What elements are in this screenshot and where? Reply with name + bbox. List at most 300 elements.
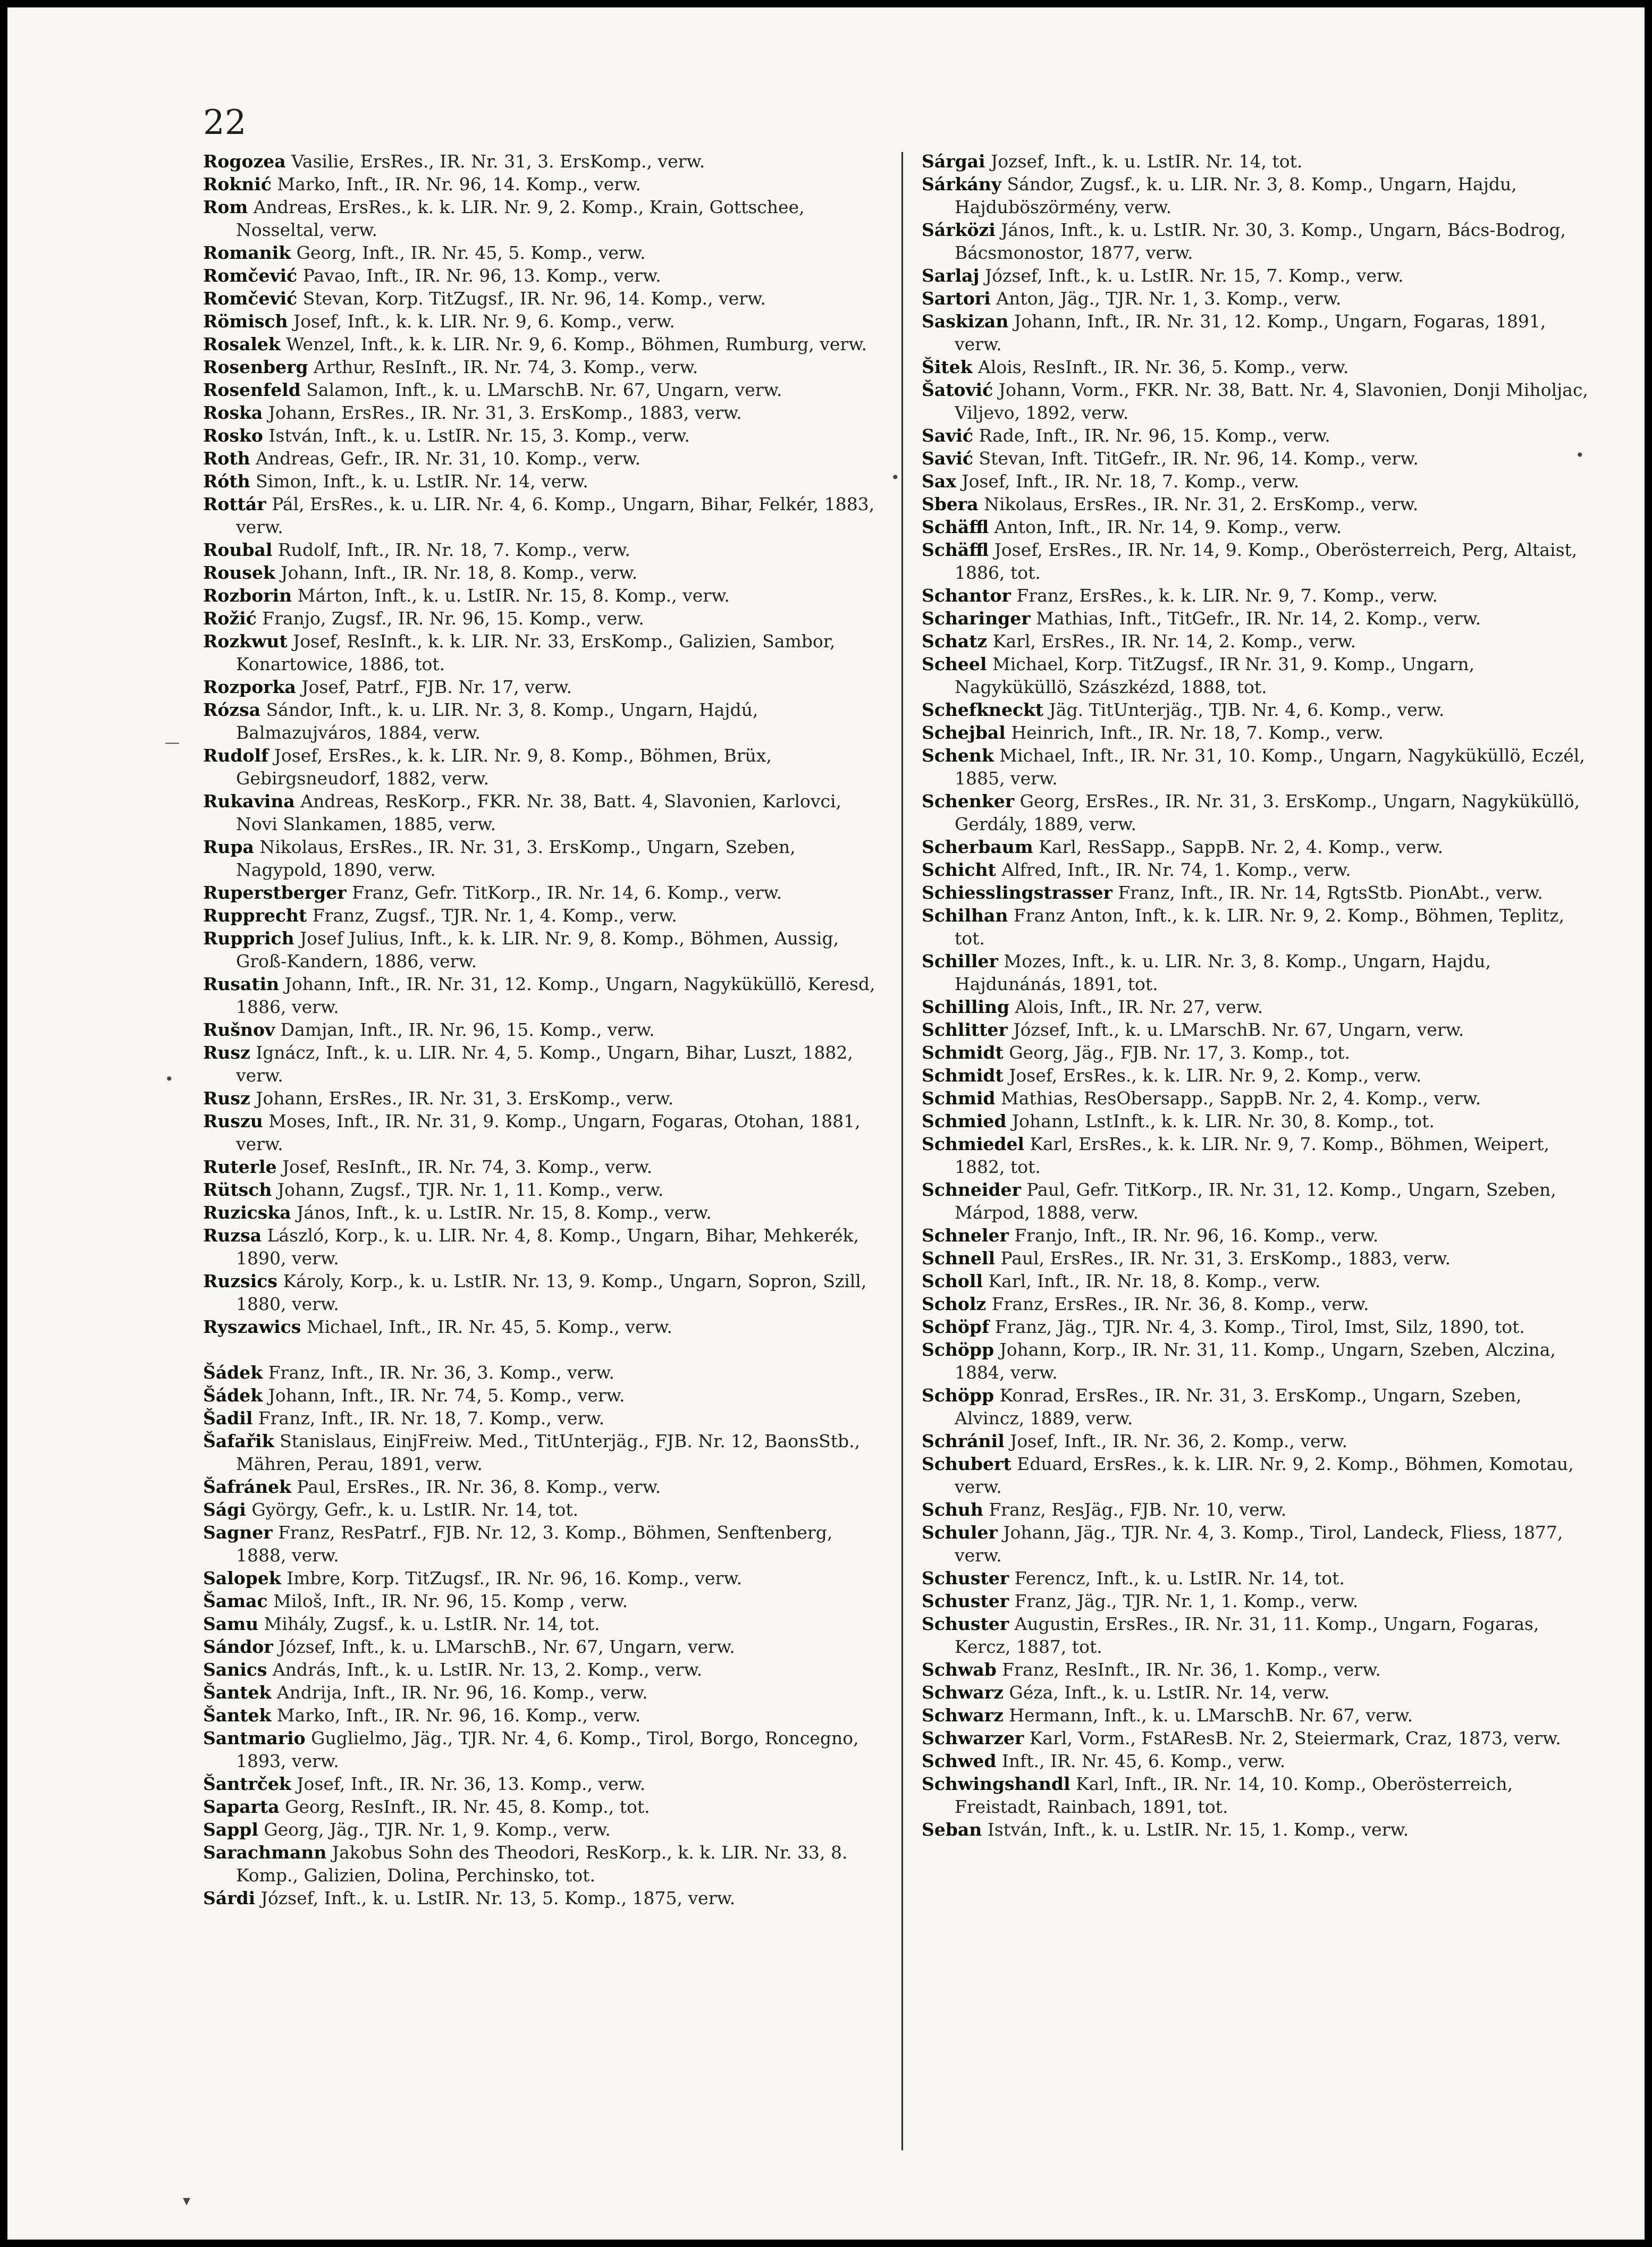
register-entry [203,561,878,584]
entry-details: Stevan, Inft. TitGefr., IR. Nr. 96, 14. Komp., verw. [973,448,1419,469]
register-entry [922,607,1597,630]
entry-details: Sándor, Inft., k. u. LIR. Nr. 3, 8. Komp., Ungarn, Hajdú, Balmazujváros, 1884, verw. [236,699,758,743]
entry-details: Josef, Inft., IR. Nr. 18, 7. Komp., verw. [956,471,1300,492]
entry-details: Georg, Jäg., TJR. Nr. 1, 9. Komp., verw. [258,1819,611,1840]
entry-surname: Schatz [922,631,988,652]
entry-surname: Schefkneckt [922,699,1044,720]
print-mark-icon: • [891,469,900,486]
entry-details: Simon, Inft., k. u. LstIR. Nr. 14, verw. [250,471,588,492]
entry-details: Inft., IR. Nr. 45, 6. Komp., verw. [996,1751,1286,1771]
entry-details: Alfred, Inft., IR. Nr. 74, 1. Komp., verw. [996,859,1351,880]
entry-surname: Sartori [922,288,991,309]
entry-surname: Rušnov [203,1019,275,1040]
entry-surname: Schubert [922,1454,1012,1474]
entry-details: Géza, Inft., k. u. LstIR. Nr. 14, verw. [1003,1682,1330,1703]
entry-details: Ignácz, Inft., k. u. LIR. Nr. 4, 5. Komp., Ungarn, Bihar, Luszt, 1882, verw. [236,1042,853,1086]
entry-details: Andreas, ErsRes., k. k. LIR. Nr. 9, 2. Komp., Krain, Gottschee, Nosseltal, verw. [236,197,805,240]
entry-surname: Rusatin [203,974,280,994]
entry-surname: Róth [203,471,250,492]
entry-details: Stanislaus, EinjFreiw. Med., TitUnterjäg., FJB. Nr. 12, BaonsStb., Mähren, Perau, 1891, verw. [236,1431,861,1474]
register-entry [922,1590,1597,1612]
register-entry [203,1041,878,1087]
entry-surname: Rozkwut [203,631,288,652]
entry-details: Marko, Inft., IR. Nr. 96, 16. Komp., verw. [271,1705,641,1726]
register-entry [922,1521,1597,1567]
entry-surname: Šadil [203,1408,253,1429]
entry-surname: Roska [203,402,263,423]
register-entry [922,1247,1597,1270]
register-entry [203,310,878,333]
entry-surname: Sappl [203,1819,258,1840]
entry-details: Franz Anton, Inft., k. k. LIR. Nr. 9, 2. Komp., Böhmen, Teplitz, tot. [955,905,1564,949]
entry-details: János, Inft., k. u. LstIR. Nr. 15, 8. Komp., verw. [291,1202,712,1223]
entry-surname: Sax [922,471,956,492]
register-entry [922,1681,1597,1704]
register-entry [922,287,1597,310]
register-entry [203,333,878,356]
entry-details: Josef, ErsRes., IR. Nr. 14, 9. Komp., Oberösterreich, Perg, Altaist, 1886, tot. [955,539,1578,583]
column-divider [901,152,903,2150]
entry-surname: Seban [922,1819,982,1840]
entry-details: Andreas, Gefr., IR. Nr. 31, 10. Komp., verw. [250,448,641,469]
register-entry [203,401,878,424]
entry-surname: Rosko [203,425,263,446]
print-mark-icon: — [165,733,180,751]
register-entry [203,835,878,881]
entry-surname: Schilhan [922,905,1008,926]
entry-surname: Schwab [922,1659,997,1680]
register-entry [922,1110,1597,1133]
register-entry [203,1224,878,1270]
register-entry [922,493,1597,516]
register-entry [203,790,878,835]
register-entry [203,1612,878,1635]
register-entry [203,881,878,904]
register-entry [203,1658,878,1681]
entry-details: Josef, Inft., IR. Nr. 36, 2. Komp., verw. [1004,1431,1348,1451]
register-entry [922,1498,1597,1521]
register-entry [922,264,1597,287]
entry-details: Franz, ResPatrf., FJB. Nr. 12, 3. Komp., Böhmen, Senftenberg, 1888, verw. [236,1522,833,1566]
entry-details: Michael, Inft., IR. Nr. 45, 5. Komp., verw. [301,1316,672,1337]
register-entry [922,1338,1597,1384]
entry-details: Karl, Vorm., FstAResB. Nr. 2, Steiermark, Craz, 1873, verw. [1024,1728,1561,1748]
entry-surname: Sándor [203,1636,273,1657]
entry-surname: Rosalek [203,334,281,354]
entry-surname: Schnell [922,1248,995,1269]
entry-details: Jozsef, Inft., k. u. LstIR. Nr. 14, tot. [985,151,1303,172]
register-entry [203,1704,878,1727]
register-entry [203,287,878,310]
entry-details: Franjo, Inft., IR. Nr. 96, 16. Komp., verw. [1008,1225,1379,1246]
register-entry [922,950,1597,995]
entry-details: István, Inft., k. u. LstIR. Nr. 15, 1. Komp., verw. [982,1819,1409,1840]
register-entry [203,607,878,630]
entry-surname: Rozporka [203,677,296,697]
entry-details: Johann, Korp., IR. Nr. 31, 11. Komp., Ungarn, Szeben, Alczina, 1884, verw. [955,1339,1556,1383]
entry-surname: Schäffl [922,517,989,537]
entry-details: Imbre, Korp. TitZugsf., IR. Nr. 96, 16. Komp., verw. [281,1568,743,1589]
register-entry [203,1475,878,1498]
entry-details: Johann, Zugsf., TJR. Nr. 1, 11. Komp., verw. [272,1179,664,1200]
entry-surname: Savić [922,425,974,446]
entry-surname: Römisch [203,311,288,332]
entry-details: Franz, Jäg., TJR. Nr. 1, 1. Komp., verw. [1009,1591,1359,1611]
register-entry [203,1270,878,1315]
register-entry [922,1270,1597,1293]
page-number: 22 [203,103,247,142]
register-entry [922,698,1597,721]
entry-details: Johann, Vorm., FKR. Nr. 38, Batt. Nr. 4, Slavonien, Donji Miholjac, Viljevo, 1892, verw. [955,379,1588,423]
entry-surname: Šitek [922,357,973,377]
entry-details: Anton, Inft., IR. Nr. 14, 9. Komp., verw. [989,517,1342,537]
register-entry [922,1293,1597,1315]
entry-details: Franz, Jäg., TJR. Nr. 4, 3. Komp., Tirol, Imst, Silz, 1890, tot. [989,1316,1525,1337]
entry-details: Franz, ResInft., IR. Nr. 36, 1. Komp., verw. [996,1659,1381,1680]
register-entry [203,584,878,607]
entry-details: Josef, Inft., IR. Nr. 36, 13. Komp., verw. [291,1773,646,1794]
entry-surname: Ruzsics [203,1271,277,1291]
register-entry [203,1178,878,1201]
entry-surname: Schwed [922,1751,997,1771]
register-entry [922,173,1597,218]
register-entry [203,630,878,675]
entry-surname: Šafařik [203,1431,274,1451]
entry-surname: Schlitter [922,1019,1008,1040]
entry-surname: Schneler [922,1225,1009,1246]
entry-details: Márton, Inft., k. u. LstIR. Nr. 15, 8. Komp., verw. [292,585,730,606]
entry-details: Franz, Inft., IR. Nr. 36, 3. Komp., verw. [263,1362,614,1383]
entry-surname: Schiller [922,951,998,972]
register-entry [922,1567,1597,1590]
entry-details: Georg, ErsRes., IR. Nr. 31, 3. ErsKomp., Ungarn, Nagyküküllö, Gerdály, 1889, verw. [955,791,1580,834]
entry-surname: Schwarz [922,1682,1004,1703]
entry-details: Paul, ErsRes., IR. Nr. 36, 8. Komp., verw. [291,1476,661,1497]
entry-surname: Schöpf [922,1316,990,1337]
register-entry [203,1772,878,1795]
register-entry [203,1567,878,1590]
entry-details: Josef, ResInft., IR. Nr. 74, 3. Komp., verw. [276,1156,653,1177]
register-entry [922,447,1597,470]
entry-surname: Schantor [922,585,1011,606]
entry-surname: Sárkány [922,174,1002,195]
entry-surname: Sagner [203,1522,273,1543]
register-entry [203,1110,878,1155]
entry-details: Mozes, Inft., k. u. LIR. Nr. 3, 8. Komp., Ungarn, Hajdu, Hajdunánás, 1891, tot. [955,951,1491,994]
register-entry [203,173,878,196]
entry-surname: Šádek [203,1362,263,1383]
entry-details: András, Inft., k. u. LstIR. Nr. 13, 2. Komp., verw. [267,1659,703,1680]
entry-details: Johann, Inft., IR. Nr. 74, 5. Komp., verw. [263,1385,625,1406]
print-mark-icon: • [165,1070,174,1088]
register-entry [203,927,878,973]
entry-details: Marko, Inft., IR. Nr. 96, 14. Komp., verw. [271,174,641,195]
register-entry [922,1087,1597,1110]
entry-surname: Sárgai [922,151,985,172]
entry-surname: Rogozea [203,151,286,172]
entry-surname: Šádek [203,1385,263,1406]
entry-surname: Rusz [203,1088,250,1109]
entry-surname: Sarlaj [922,265,980,286]
entry-surname: Schenker [922,791,1015,812]
entry-details: Nikolaus, ErsRes., IR. Nr. 31, 3. ErsKomp., Ungarn, Szeben, Nagypold, 1890, verw. [236,837,796,880]
register-entry [203,150,878,173]
entry-details: Sándor, Zugsf., k. u. LIR. Nr. 3, 8. Komp., Ungarn, Hajdu, Hajduböszörmény, verw. [955,174,1517,217]
entry-details: Michael, Korp. TitZugsf., IR Nr. 31, 9. Komp., Ungarn, Nagyküküllö, Szászkézd, 1888, tot. [955,654,1475,697]
entry-details: Karl, Inft., IR. Nr. 18, 8. Komp., verw. [983,1271,1321,1291]
entry-details: Nikolaus, ErsRes., IR. Nr. 31, 2. ErsKomp., verw. [978,494,1419,514]
entry-details: Franz, ErsRes., IR. Nr. 36, 8. Komp., verw. [986,1294,1369,1314]
register-entry [203,196,878,241]
entry-surname: Saskizan [922,311,1009,332]
register-entry [203,1521,878,1567]
entry-details: Rade, Inft., IR. Nr. 96, 15. Komp., verw. [973,425,1330,446]
entry-details: Jakobus Sohn des Theodori, ResKorp., k. k. LIR. Nr. 33, 8. Komp., Galizien, Dolina, Perchinsko, tot. [236,1842,848,1886]
entry-details: Rudolf, Inft., IR. Nr. 18, 7. Komp., verw. [272,539,630,560]
entry-details: György, Gefr., k. u. LstIR. Nr. 14, tot. [246,1499,579,1520]
entry-details: Moses, Inft., IR. Nr. 31, 9. Komp., Ungarn, Fogaras, Otohan, 1881, verw. [236,1111,861,1154]
entry-surname: Rusz [203,1042,250,1063]
register-entry [922,1018,1597,1041]
register-page [7,7,1645,2240]
register-entry [203,538,878,561]
register-entry [922,744,1597,790]
entry-surname: Sarachmann [203,1842,327,1863]
register-entry [922,858,1597,881]
entry-surname: Schuh [922,1499,983,1520]
entry-details: Paul, ErsRes., IR. Nr. 31, 3. ErsKomp., 1883, verw. [994,1248,1451,1269]
register-entry [203,1818,878,1841]
entry-surname: Scherbaum [922,837,1033,857]
entry-surname: Sbera [922,494,979,514]
entry-surname: Saparta [203,1796,280,1817]
register-entry [922,378,1597,424]
entry-surname: Romčević [203,265,298,286]
entry-surname: Romanik [203,242,291,263]
entry-details: István, Inft., k. u. LstIR. Nr. 15, 3. Komp., verw. [263,425,690,446]
register-entry [203,1087,878,1110]
register-entry [203,1498,878,1521]
entry-details: Pavao, Inft., IR. Nr. 96, 13. Komp., verw. [297,265,661,286]
register-entry [922,835,1597,858]
entry-details: Vasilie, ErsRes., IR. Nr. 31, 3. ErsKomp., verw. [285,151,705,172]
entry-details: Paul, Gefr. TitKorp., IR. Nr. 31, 12. Komp., Ungarn, Szeben, Márpod, 1888, verw. [955,1179,1556,1223]
entry-surname: Schwarzer [922,1728,1024,1748]
entry-surname: Salopek [203,1568,281,1589]
entry-surname: Samu [203,1614,259,1634]
entry-details: József, Inft., k. u. LMarschB., Nr. 67, Ungarn, verw. [273,1636,735,1657]
entry-surname: Schejbal [922,722,1006,743]
entry-surname: Ruterle [203,1156,277,1177]
entry-surname: Rozborin [203,585,292,606]
entry-surname: Rottár [203,494,266,514]
register-entry [922,904,1597,950]
entry-surname: Roknić [203,174,272,195]
register-entry [922,1704,1597,1727]
register-entry [922,218,1597,264]
register-entry [203,1155,878,1178]
entry-surname: Rupprecht [203,905,307,926]
entry-details: Georg, ResInft., IR. Nr. 45, 8. Komp., tot. [279,1796,650,1817]
entry-details: Jäg. TitUnterjäg., TJB. Nr. 4, 6. Komp., verw. [1043,699,1445,720]
entry-surname: Savić [922,448,974,469]
entry-details: Michael, Inft., IR. Nr. 31, 10. Komp., Ungarn, Nagyküküllö, Eczél, 1885, verw. [955,745,1585,789]
register-entry [922,424,1597,447]
entry-details: Franjo, Zugsf., IR. Nr. 96, 15. Komp., verw. [256,608,644,629]
entry-surname: Šafránek [203,1476,292,1497]
register-entry [922,1178,1597,1224]
entry-details: Georg, Inft., IR. Nr. 45, 5. Komp., verw. [291,242,646,263]
register-entry [922,1612,1597,1658]
entry-surname: Rožić [203,608,257,629]
entry-surname: Ruzicska [203,1202,291,1223]
register-entry [922,1750,1597,1772]
register-entry [922,310,1597,356]
register-entry [922,790,1597,835]
register-entry [922,721,1597,744]
register-entry [922,356,1597,378]
entry-surname: Schiesslingstrasser [922,882,1112,903]
entry-details: József, Inft., k. u. LstIR. Nr. 13, 5. Komp., 1875, verw. [255,1888,736,1908]
entry-surname: Schránil [922,1431,1005,1451]
register-entry [203,1681,878,1704]
entry-details: Miloš, Inft., IR. Nr. 96, 15. Komp , verw. [267,1591,628,1611]
entry-surname: Santmario [203,1728,306,1748]
entry-surname: Schäffl [922,539,989,560]
register-entry [922,1818,1597,1841]
register-entry [203,973,878,1018]
register-entry [922,653,1597,698]
entry-surname: Roubal [203,539,273,560]
entry-details: Augustin, ErsRes., IR. Nr. 31, 11. Komp., Ungarn, Fogaras, Kercz, 1887, tot. [955,1614,1539,1657]
entry-details: Johann, ErsRes., IR. Nr. 31, 3. ErsKomp., verw. [250,1088,674,1109]
register-entry [922,1452,1597,1498]
entry-details: Pál, ErsRes., k. u. LIR. Nr. 4, 6. Komp., Ungarn, Bihar, Felkér, 1883, verw. [236,494,875,537]
entry-surname: Ruperstberger [203,882,347,903]
entry-details: Mathias, ResObersapp., SappB. Nr. 2, 4. Komp., verw. [995,1088,1481,1109]
entry-details: Károly, Korp., k. u. LstIR. Nr. 13, 9. Komp., Ungarn, Sopron, Szill, 1880, verw. [236,1271,867,1314]
register-entry [922,1772,1597,1818]
entry-surname: Schuster [922,1568,1009,1589]
entry-surname: Schuster [922,1591,1009,1611]
entry-details: Johann, Jäg., TJR. Nr. 4, 3. Komp., Tirol, Landeck, Fliess, 1877, verw. [955,1522,1563,1566]
register-entry [203,378,878,401]
entry-details: Salamon, Inft., k. u. LMarschB. Nr. 67, Ungarn, verw. [300,379,782,400]
entry-details: József, Inft., k. u. LMarschB. Nr. 67, Ungarn, verw. [1007,1019,1464,1040]
register-entry [203,447,878,470]
entry-surname: Sági [203,1499,246,1520]
entry-details: Karl, Inft., IR. Nr. 14, 10. Komp., Oberösterreich, Freistadt, Rainbach, 1891, tot. [955,1773,1513,1817]
print-mark-icon: • [1575,446,1584,464]
entry-details: Johann, Inft., IR. Nr. 18, 8. Komp., verw. [275,562,638,583]
entry-surname: Scholl [922,1271,983,1291]
print-mark-icon: ▾ [183,2192,191,2209]
entry-surname: Rukavina [203,791,295,812]
entry-details: Johann, LstInft., k. k. LIR. Nr. 30, 8. Komp., tot. [1006,1111,1435,1131]
register-entry [922,584,1597,607]
entry-details: Damjan, Inft., IR. Nr. 96, 15. Komp., verw. [275,1019,655,1040]
entry-surname: Schöpp [922,1339,994,1360]
register-entry [922,1658,1597,1681]
register-entry [922,1224,1597,1247]
entry-surname: Ruzsa [203,1225,262,1246]
entry-surname: Sárdi [203,1888,256,1908]
entry-details: Franz, ErsRes., k. k. LIR. Nr. 9, 7. Komp., verw. [1010,585,1438,606]
register-entry [203,1635,878,1658]
register-entry [203,1361,878,1384]
entry-surname: Schmiedel [922,1134,1024,1154]
register-entry [922,1727,1597,1750]
entry-surname: Schwarz [922,1705,1004,1726]
entry-surname: Ruszu [203,1111,263,1131]
entry-details: Josef Julius, Inft., k. k. LIR. Nr. 9, 8. Komp., Böhmen, Aussig, Groß-Kandern, 1886, verw. [236,928,839,972]
entry-details: Karl, ResSapp., SappB. Nr. 2, 4. Komp., verw. [1033,837,1444,857]
register-entry [203,356,878,378]
register-entry [203,1384,878,1407]
entry-surname: Šantrček [203,1773,291,1794]
register-entry [922,516,1597,538]
register-entry [203,470,878,493]
register-entry [922,995,1597,1018]
register-entry [922,470,1597,493]
register-entry [203,1795,878,1818]
register-entry [203,1841,878,1887]
entry-surname: Schmidt [922,1065,1004,1086]
register-entry [203,1201,878,1224]
register-entry [203,1590,878,1612]
entry-surname: Rosenberg [203,357,308,377]
entry-surname: Schenk [922,745,994,766]
entry-details: Josef, Inft., k. k. LIR. Nr. 9, 6. Komp., verw. [288,311,675,332]
entry-surname: Rousek [203,562,275,583]
entry-details: Franz, Inft., IR. Nr. 18, 7. Komp., verw. [252,1408,605,1429]
register-entry [203,264,878,287]
entry-details: Georg, Jäg., FJB. Nr. 17, 3. Komp., tot. [1003,1042,1351,1063]
register-entry [203,675,878,698]
entry-surname: Rosenfeld [203,379,301,400]
entry-surname: Šantek [203,1682,272,1703]
entry-details: László, Korp., k. u. LIR. Nr. 4, 8. Komp., Ungarn, Bihar, Mehkerék, 1890, verw. [236,1225,859,1269]
entry-surname: Šatović [922,379,993,400]
register-entry [203,493,878,538]
register-entry [922,630,1597,653]
entry-details: Josef, ErsRes., k. k. LIR. Nr. 9, 2. Komp., verw. [1003,1065,1422,1086]
entry-surname: Schmidt [922,1042,1004,1063]
register-entry [203,1407,878,1430]
entry-surname: Schicht [922,859,996,880]
register-entry [203,1887,878,1910]
entry-details: Franz, Gefr. TitKorp., IR. Nr. 14, 6. Komp., verw. [346,882,782,903]
entry-surname: Ryszawics [203,1316,301,1337]
entry-surname: Roth [203,448,250,469]
entry-details: Hermann, Inft., k. u. LMarschB. Nr. 67, verw. [1003,1705,1413,1726]
register-entry [203,904,878,927]
entry-surname: Schmid [922,1088,996,1109]
entry-surname: Rudolf [203,745,269,766]
register-entry [203,424,878,447]
register-entry [922,538,1597,584]
entry-surname: Schuler [922,1522,998,1543]
entry-surname: Šamac [203,1591,268,1611]
entry-surname: Rom [203,197,248,217]
register-entry [203,1018,878,1041]
register-entry [922,150,1597,173]
entry-details: Mathias, Inft., TitGefr., IR. Nr. 14, 2. Komp., verw. [1030,608,1481,629]
entry-details: Josef, ErsRes., k. k. LIR. Nr. 9, 8. Komp., Böhmen, Brüx, Gebirgsneudorf, 1882, verw. [236,745,772,789]
entry-details: Mihály, Zugsf., k. u. LstIR. Nr. 14, tot. [258,1614,600,1634]
entry-details: Franz, Inft., IR. Nr. 14, RgtsStb. PionAbt., verw. [1112,882,1543,903]
entry-details: Karl, ErsRes., IR. Nr. 14, 2. Komp., verw. [987,631,1356,652]
